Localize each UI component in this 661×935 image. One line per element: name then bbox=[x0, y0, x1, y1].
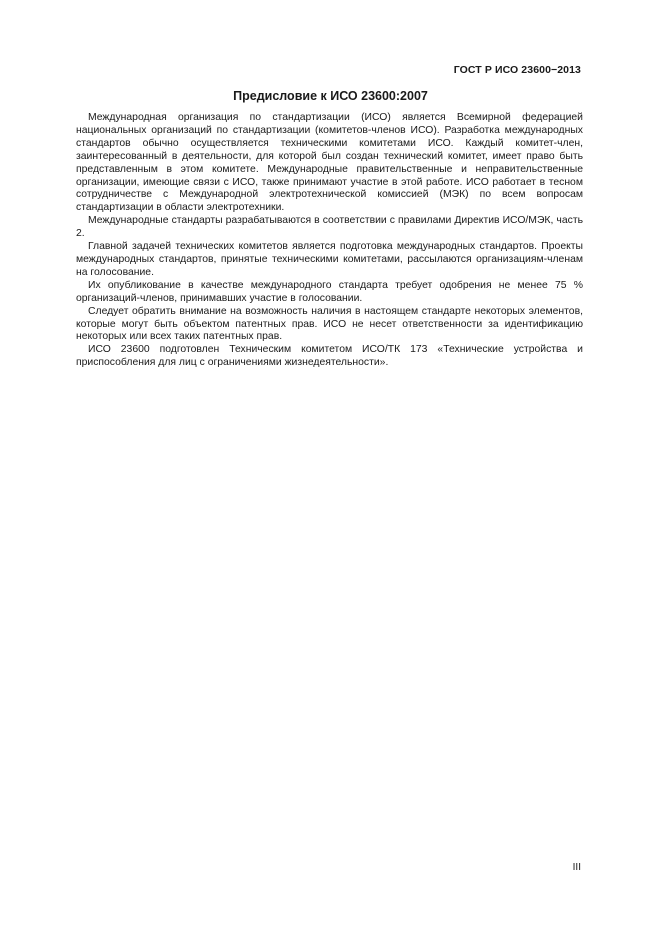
paragraph-directives: Международные стандарты разрабатываются в соответствии с правилами Директив ИСО/МЭК, часть 2. bbox=[76, 215, 583, 240]
paragraph-prepared-by: ИСО 23600 подготовлен Техническим комитетом ИСО/ТК 173 «Технические устройства и приспособления для лиц с ограничениями жизнедеятельности». bbox=[76, 344, 583, 369]
paragraph-iso-intro: Международная организация по стандартизации (ИСО) является Всемирной федерацией национальных организаций по стандартизации (комитетов-членов ИСО). Разработка международных стандартов обычно осуществляется техническими комитетами ИСО. Каждый комитет-член, заинтересованный в деятельности, для которой был создан технический комитет, имеет право быть представленным в этом комитете. Международные правительственные и неправительственные организации, имеющие связи с ИСО, также принимают участие в этой работе. ИСО работает в тесном сотрудничестве с Международной электротехнической комиссией (МЭК) по всем вопросам стандартизации в области электротехники. bbox=[76, 112, 583, 214]
paragraph-technical-committees: Главной задачей технических комитетов является подготовка международных стандартов. Проекты международных стандартов, принятые техническими комитетами, рассылаются организациям-членам на голосование. bbox=[76, 241, 583, 278]
section-title: Предисловие к ИСО 23600:2007 bbox=[233, 89, 428, 103]
paragraph-publication: Их опубликование в качестве международного стандарта требует одобрения не менее 75 % организаций-членов, принимавших участие в голосовании. bbox=[76, 279, 583, 304]
body-text bbox=[76, 112, 583, 370]
paragraph-patents: Следует обратить внимание на возможность наличия в настоящем стандарте некоторых элементов, которые могут быть объектом патентных прав. ИСО не несет ответственности за идентификацию некоторых или всех таких патентных прав. bbox=[76, 305, 583, 343]
page-number: III bbox=[572, 862, 581, 873]
document-code: ГОСТ Р ИСО 23600−2013 bbox=[453, 64, 581, 76]
